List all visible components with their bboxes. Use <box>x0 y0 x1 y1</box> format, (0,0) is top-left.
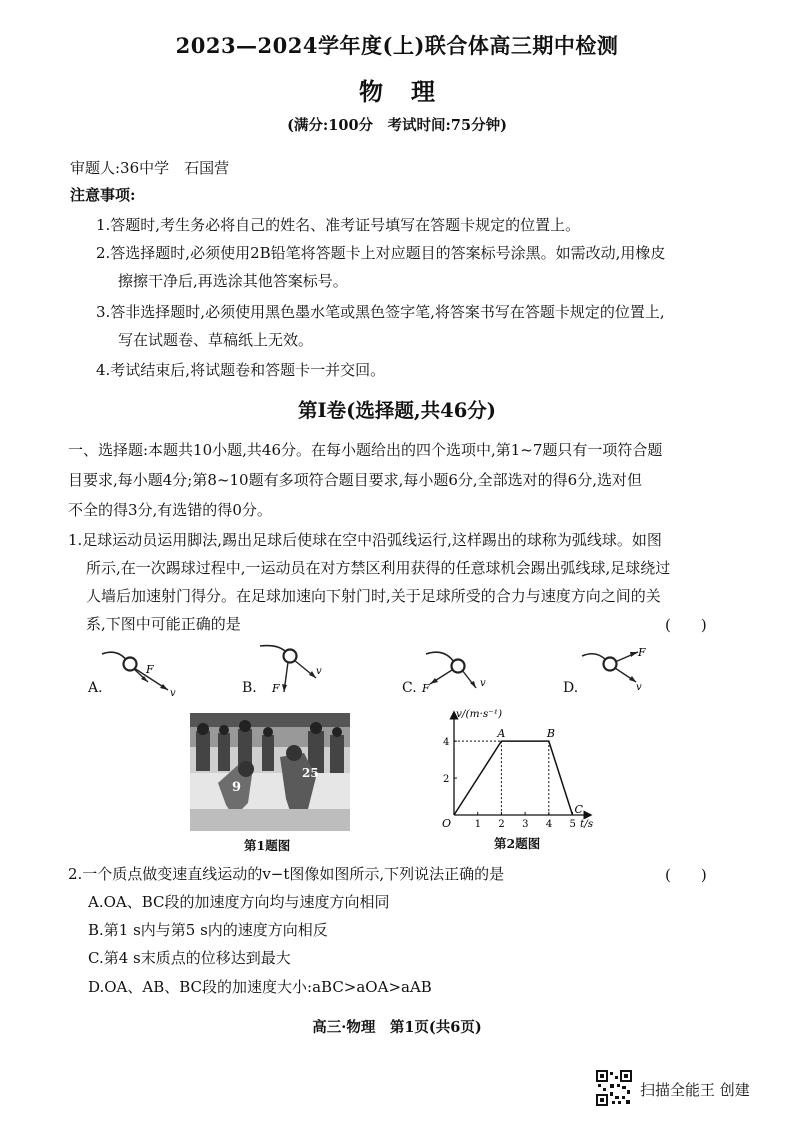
y-tick-label: 4 <box>443 737 450 749</box>
point-label: B <box>546 727 555 741</box>
exam-title: 2023—2024学年度(上)联合体高三期中检测 <box>175 33 619 58</box>
q1-option-d-diagram <box>578 640 678 704</box>
jersey-number: 25 <box>302 766 319 780</box>
q1-line: 所示,在一次踢球过程中,一运动员在对方禁区利用获得的任意球机会踢出弧线球,足球绕过 <box>86 559 671 577</box>
fig1-soccer-photo <box>190 713 350 831</box>
q2-stem: 2.一个质点做变速直线运动的v−t图像如图所示,下列说法正确的是 <box>68 865 505 883</box>
velocity-label: v <box>316 666 322 677</box>
q1-line: 人墙后加速射门得分。在足球加速向下射门时,关于足球所受的合力与速度方向之间的关 <box>86 587 661 605</box>
fig2-vt-chart <box>428 703 598 833</box>
q1-option-d-label: D. <box>563 680 579 696</box>
y-tick-label: 2 <box>443 774 450 786</box>
jersey-number: 9 <box>232 780 242 795</box>
instruction-line: 不全的得3分,有选错的得0分。 <box>68 501 272 519</box>
q2-option-c: C.第4 s末质点的位移达到最大 <box>88 949 291 967</box>
q1-option-b-label: B. <box>242 680 257 696</box>
force-label: F <box>638 646 646 659</box>
q2-option-a: A.OA、BC段的加速度方向均与速度方向相同 <box>88 893 390 911</box>
q2-option-d: D.OA、AB、BC段的加速度大小:aBC>aOA>aAB <box>88 978 432 996</box>
force-label: F <box>422 682 430 695</box>
y-axis-label: v/(m·s⁻¹) <box>456 708 503 720</box>
velocity-label: v <box>480 678 486 689</box>
notice-item: 4.考试结束后,将试题卷和答题卡一并交回。 <box>96 361 386 379</box>
x-tick-label: 4 <box>545 819 553 830</box>
notice-item: 擦擦干净后,再选涂其他答案标号。 <box>118 272 348 290</box>
force-label: F <box>146 663 154 676</box>
instruction-line: 目要求,每小题4分;第8~10题有多项符合题目要求,每小题6分,全部选对的得6分,选对但 <box>68 471 642 489</box>
q1-answer-paren: ( ) <box>665 616 707 634</box>
q1-option-c-label: C. <box>402 680 417 696</box>
q1-line: 系,下图中可能正确的是 <box>86 615 241 633</box>
section-title: 第Ⅰ卷(选择题,共46分) <box>298 399 496 422</box>
exam-meta: (满分:100分 考试时间:75分钟) <box>287 117 507 134</box>
notice-heading: 注意事项: <box>70 186 136 204</box>
point-label: A <box>497 727 506 741</box>
point-label: C <box>574 803 583 816</box>
reviewer: 审题人:36中学 石国营 <box>70 159 230 177</box>
x-tick-label: 2 <box>498 819 505 830</box>
fig1-caption: 第1题图 <box>244 838 291 853</box>
velocity-label: v <box>636 682 642 693</box>
x-tick-label: 1 <box>474 819 482 830</box>
page-footer: 高三·物理 第1页(共6页) <box>312 1019 482 1036</box>
notice-item: 1.答题时,考生务必将自己的姓名、准考证号填写在答题卡规定的位置上。 <box>96 216 581 234</box>
vt-series-line <box>454 741 573 815</box>
fig2-caption: 第2题图 <box>494 836 541 851</box>
q2-option-b: B.第1 s内与第5 s内的速度方向相反 <box>88 921 328 939</box>
notice-item: 写在试题卷、草稿纸上无效。 <box>118 331 314 349</box>
x-tick-label: 5 <box>569 819 576 830</box>
qr-code-icon <box>596 1070 632 1106</box>
q1-option-b-diagram <box>256 640 356 704</box>
notice-item: 2.答选择题时,必须使用2B铅笔将答题卡上对应题目的答案标号涂黑。如需改动,用橡皮 <box>96 244 666 262</box>
q1-option-c-diagram <box>418 640 518 704</box>
scanner-watermark: 扫描全能王 创建 <box>640 1081 750 1099</box>
subject-title: 物理 <box>359 77 463 106</box>
velocity-label: v <box>170 688 176 699</box>
q1-option-a-diagram <box>96 640 196 704</box>
x-tick-label: 3 <box>522 819 529 830</box>
force-label: F <box>272 682 280 695</box>
q1-option-a-label: A. <box>88 680 103 696</box>
point-label: O <box>442 817 452 830</box>
x-axis-label: t/s <box>580 818 594 830</box>
notice-item: 3.答非选择题时,必须使用黑色墨水笔或黑色签字笔,将答案书写在答题卡规定的位置上, <box>96 303 665 321</box>
q2-answer-paren: ( ) <box>665 866 707 884</box>
instruction-line: 一、选择题:本题共10小题,共46分。在每小题给出的四个选项中,第1~7题只有一项符合题 <box>68 441 663 459</box>
q1-line: 1.足球运动员运用脚法,踢出足球后使球在空中沿弧线运行,这样踢出的球称为弧线球。如图 <box>68 531 662 549</box>
